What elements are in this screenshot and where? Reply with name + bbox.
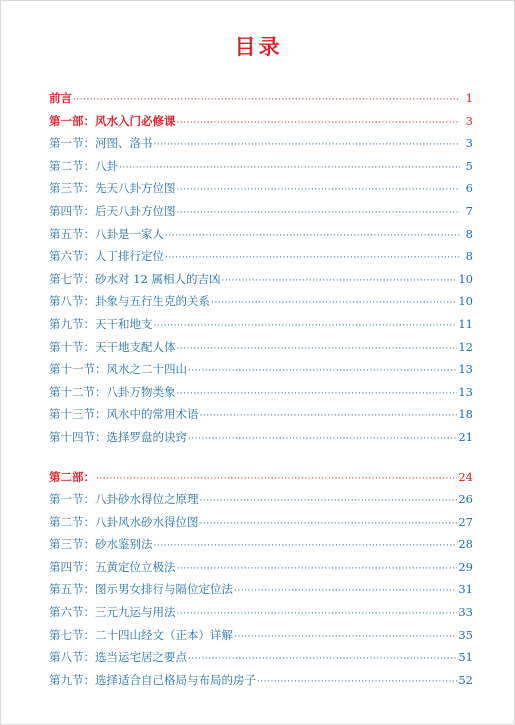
dot-leader (177, 603, 458, 626)
toc-row[interactable] (49, 381, 473, 404)
toc-entry-label: 第二节：八卦风水砂水得位图 (49, 514, 199, 529)
toc-entry-label: 第十一节：风水之二十四山 (49, 362, 187, 377)
toc-row[interactable] (49, 177, 473, 200)
toc-row[interactable] (49, 624, 473, 647)
toc-entry-label: 第八节：选当运宅居之要点 (49, 650, 187, 665)
toc-entry-label: 第一节：河图、洛书 (49, 136, 153, 151)
dot-leader (119, 157, 460, 180)
toc-page-number: 51 (458, 650, 473, 665)
dot-leader (257, 671, 457, 694)
toc-page-number: 8 (465, 249, 473, 264)
dot-leader (154, 315, 458, 338)
toc-entry-label: 第五节：八卦是一家人 (49, 226, 164, 241)
dot-leader (234, 626, 457, 649)
dot-leader (73, 89, 460, 112)
toc-entry-label: 第七节：二十四山经文（正本）详解 (49, 627, 233, 642)
toc-page-number: 21 (458, 429, 473, 444)
toc-page-number: 8 (465, 226, 473, 241)
toc-page-number: 33 (458, 605, 473, 620)
dot-leader (177, 383, 458, 406)
toc-page-number: 31 (458, 582, 473, 597)
toc-row[interactable] (49, 245, 473, 268)
toc-page-number: 29 (458, 559, 473, 574)
toc-row[interactable] (49, 358, 473, 381)
dot-leader (96, 468, 457, 491)
section-gap (49, 449, 473, 466)
toc-entry-label: 第六节：三元九运与用法 (49, 605, 176, 620)
toc-row[interactable] (49, 466, 473, 489)
toc-page-number: 3 (465, 136, 473, 151)
toc-group-2 (49, 466, 473, 692)
toc-entry-label: 第十三节：风水中的常用术语 (49, 407, 199, 422)
toc-page-number: 13 (458, 362, 473, 377)
toc-entry-label: 第三节：砂水鉴别法 (49, 537, 153, 552)
toc-row[interactable] (49, 268, 473, 291)
toc-entry-label: 第四节：五黄定位立极法 (49, 559, 176, 574)
toc-row[interactable] (49, 426, 473, 449)
toc-entry-label: 第一部：风水入门必修课 (49, 113, 176, 128)
toc-entry-label: 第六节：人丁排行定位 (49, 249, 164, 264)
toc-page-number: 6 (465, 181, 473, 196)
toc-page-number: 35 (458, 627, 473, 642)
dot-leader (165, 225, 460, 248)
toc-row[interactable] (49, 488, 473, 511)
toc-page-number: 7 (465, 203, 473, 218)
toc-row[interactable] (49, 646, 473, 669)
toc-page-number: 24 (458, 469, 473, 484)
toc-entry-label: 第二节：八卦 (49, 158, 118, 173)
toc-page-number: 27 (458, 514, 473, 529)
toc-row[interactable] (49, 155, 473, 178)
dot-leader (234, 580, 457, 603)
dot-leader (177, 558, 458, 581)
toc-page-number: 26 (458, 492, 473, 507)
toc-entry-label: 第五节：图示男女排行与隔位定位法 (49, 582, 233, 597)
toc-page-number: 3 (465, 113, 473, 128)
toc-entry-label: 第十节：天干地支配人体 (49, 339, 176, 354)
toc-page-number: 5 (465, 158, 473, 173)
toc-row[interactable] (49, 132, 473, 155)
toc-group-1 (49, 87, 473, 449)
toc-entry-label: 第九节：天干和地支 (49, 316, 153, 331)
toc-row[interactable] (49, 578, 473, 601)
dot-leader (165, 247, 460, 270)
dot-leader (177, 179, 461, 202)
toc-row[interactable] (49, 290, 473, 313)
toc-page-number: 11 (458, 316, 473, 331)
dot-leader (188, 360, 457, 383)
toc-page-number: 10 (458, 271, 473, 286)
toc-row[interactable] (49, 403, 473, 426)
toc-entry-label: 第三节：先天八卦方位图 (49, 181, 176, 196)
table-of-contents (49, 87, 473, 691)
toc-row[interactable] (49, 87, 473, 110)
dot-leader (177, 112, 461, 135)
toc-row[interactable] (49, 601, 473, 624)
toc-page-number: 13 (458, 384, 473, 399)
dot-leader (154, 134, 461, 157)
toc-page-number: 12 (458, 339, 473, 354)
toc-page-number: 28 (458, 537, 473, 552)
toc-row[interactable] (49, 200, 473, 223)
toc-entry-label: 前言 (49, 91, 72, 105)
toc-row[interactable] (49, 669, 473, 692)
toc-entry-label: 第七节：砂水对 12 属相人的吉凶 (49, 271, 221, 286)
dot-leader (211, 292, 457, 315)
toc-row[interactable] (49, 533, 473, 556)
toc-entry-label: 第八节：卦象与五行生克的关系 (49, 294, 210, 309)
page-title: 目录 (234, 34, 283, 59)
dot-leader (154, 535, 458, 558)
toc-row[interactable] (49, 110, 473, 133)
dot-leader (188, 648, 457, 671)
dot-leader (200, 490, 458, 513)
toc-entry-label: 第二部： (49, 469, 95, 484)
toc-entry-label: 第一节：八卦砂水得位之原理 (49, 492, 199, 507)
dot-leader (200, 513, 458, 536)
dot-leader (200, 405, 458, 428)
toc-entry-label: 第四节：后天八卦方位图 (49, 203, 176, 218)
toc-entry-label: 第九节：选择适合自己格局与布局的房子 (49, 672, 256, 687)
dot-leader (221, 270, 457, 293)
toc-row[interactable] (49, 223, 473, 246)
dot-leader (177, 338, 458, 361)
toc-row[interactable] (49, 313, 473, 336)
toc-row[interactable] (49, 556, 473, 579)
toc-page-number: 52 (458, 672, 473, 687)
toc-page-number: 10 (458, 294, 473, 309)
dot-leader (177, 202, 461, 225)
dot-leader (188, 428, 457, 451)
toc-entry-label: 第十二节：八卦万物类象 (49, 384, 176, 399)
toc-page-number: 1 (465, 91, 473, 105)
toc-row[interactable] (49, 336, 473, 359)
toc-entry-label: 第十四节：选择罗盘的诀窍 (49, 429, 187, 444)
toc-row[interactable] (49, 511, 473, 534)
toc-page-number: 18 (458, 407, 473, 422)
